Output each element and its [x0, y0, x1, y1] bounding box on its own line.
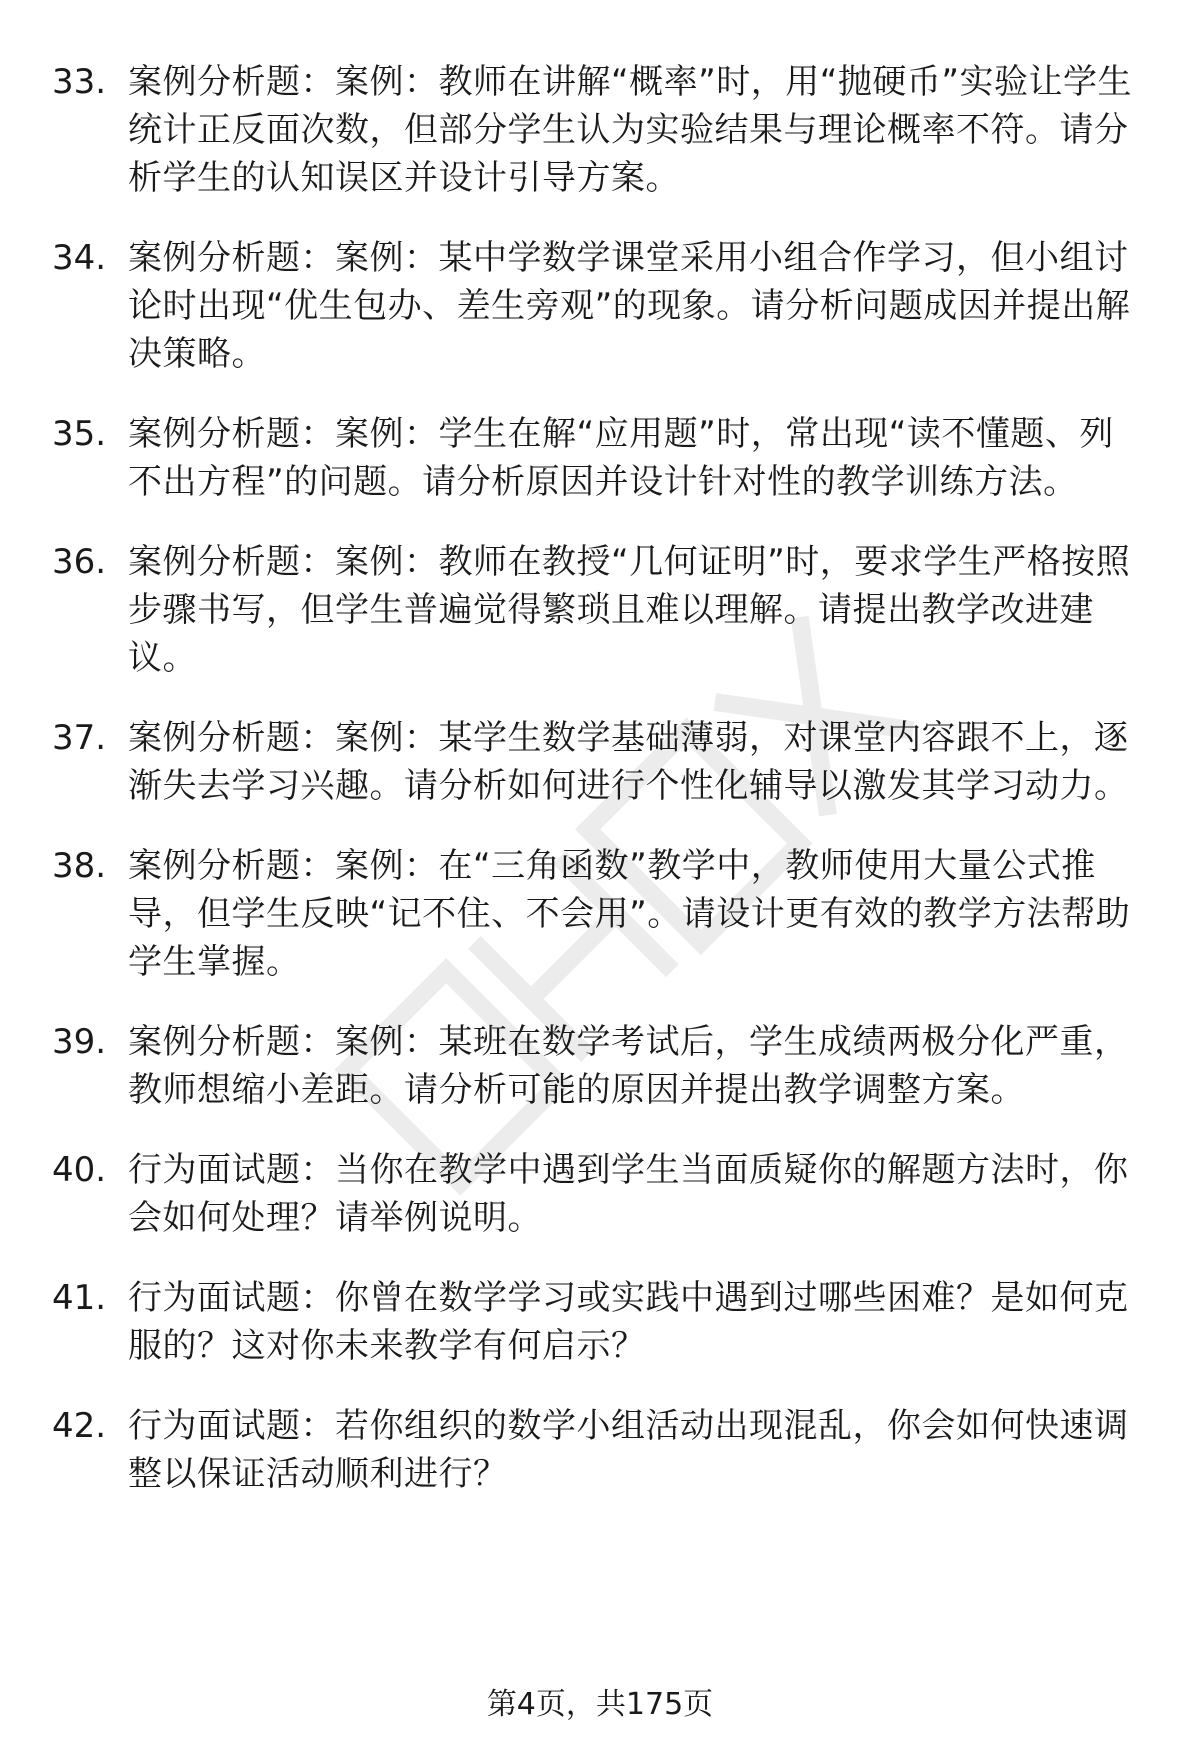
- question-number: 36.: [52, 542, 107, 582]
- question-number: 38.: [52, 846, 107, 886]
- question-number: 35.: [52, 414, 107, 454]
- question-item: [52, 714, 1142, 810]
- question-text: 行为面试题：若你组织的数学小组活动出现混乱，你会如何快速调整以保证活动顺利进行？: [128, 1406, 1129, 1494]
- question-item: [52, 1018, 1142, 1114]
- question-item: [52, 1402, 1142, 1498]
- question-text: 案例分析题：案例：某班在数学考试后，学生成绩两极分化严重，教师想缩小差距。请分析可能的原因并提出教学调整方案。: [128, 1022, 1129, 1110]
- question-item: [52, 842, 1142, 986]
- question-text: 案例分析题：案例：在“三角函数”教学中，教师使用大量公式推导，但学生反映“记不住、不会用”。请设计更有效的教学方法帮助学生掌握。: [128, 846, 1131, 982]
- question-item: [52, 1146, 1142, 1242]
- question-text: 行为面试题：当你在教学中遇到学生当面质疑你的解题方法时，你会如何处理？请举例说明。: [128, 1150, 1129, 1238]
- question-list: [52, 58, 1142, 1530]
- question-text: 案例分析题：案例：教师在讲解“概率”时，用“抛硬币”实验让学生统计正反面次数，但部分学生认为实验结果与理论概率不符。请分析学生的认知误区并设计引导方案。: [128, 62, 1132, 198]
- question-item: [52, 410, 1142, 506]
- question-text: 案例分析题：案例：某中学数学课堂采用小组合作学习，但小组讨论时出现“优生包办、差生旁观”的现象。请分析问题成因并提出解决策略。: [128, 238, 1131, 374]
- question-number: 40.: [52, 1150, 107, 1190]
- page-footer: 第4页，共175页: [486, 1687, 714, 1722]
- question-item: [52, 1274, 1142, 1370]
- question-number: 42.: [52, 1406, 107, 1446]
- question-number: 39.: [52, 1022, 107, 1062]
- question-item: [52, 538, 1142, 682]
- question-number: 33.: [52, 62, 107, 102]
- question-text: 案例分析题：案例：教师在教授“几何证明”时，要求学生严格按照步骤书写，但学生普遍觉得繁琐且难以理解。请提出教学改进建议。: [128, 542, 1131, 678]
- question-text: 行为面试题：你曾在数学学习或实践中遇到过哪些困难？是如何克服的？这对你未来教学有何启示？: [128, 1278, 1129, 1366]
- question-number: 37.: [52, 718, 107, 758]
- question-number: 41.: [52, 1278, 107, 1318]
- question-text: 案例分析题：案例：某学生数学基础薄弱，对课堂内容跟不上，逐渐失去学习兴趣。请分析如何进行个性化辅导以激发其学习动力。: [128, 718, 1129, 806]
- question-item: [52, 234, 1142, 378]
- question-item: [52, 58, 1142, 202]
- question-number: 34.: [52, 238, 107, 278]
- question-text: 案例分析题：案例：学生在解“应用题”时，常出现“读不懂题、列不出方程”的问题。请分析原因并设计针对性的教学训练方法。: [128, 414, 1114, 502]
